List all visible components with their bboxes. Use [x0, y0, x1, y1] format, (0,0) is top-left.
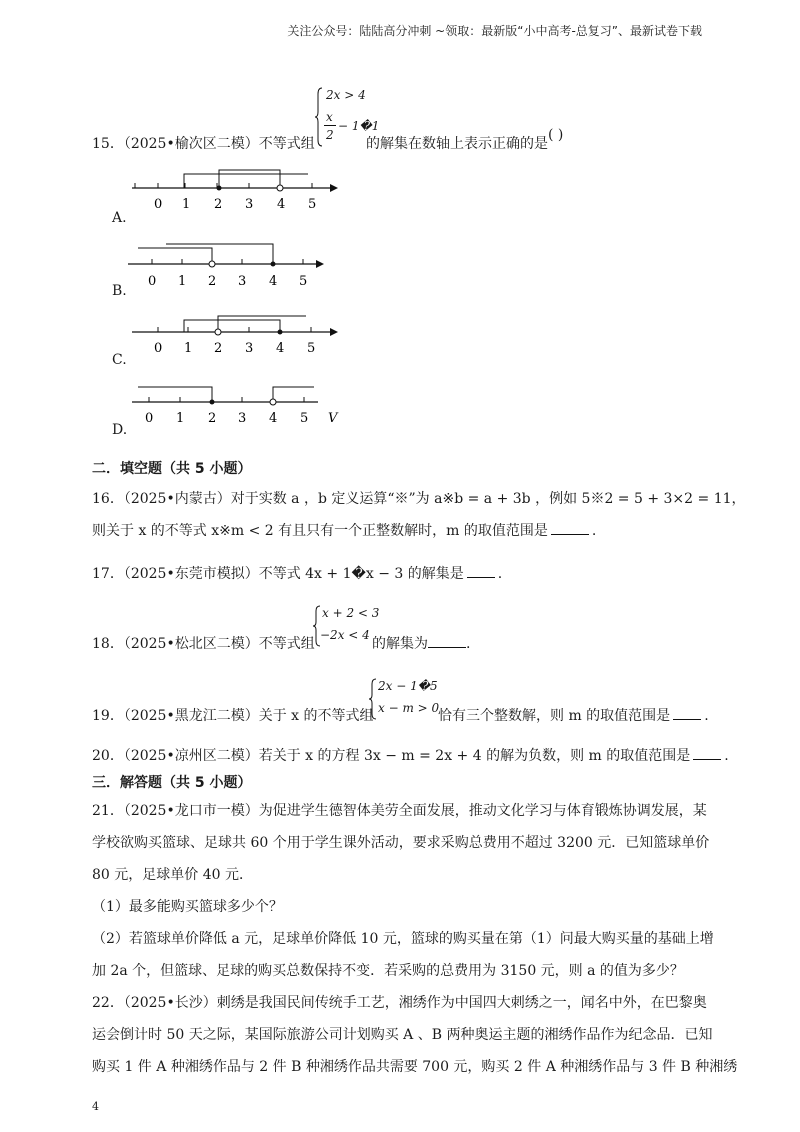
tick-3: 3 — [245, 341, 254, 356]
q18-suffix-text: 的解集为 — [372, 636, 428, 652]
page-header: 关注公众号：陆陆高分冲刺 ~领取：最新版“小中高考-总复习”、最新试卷下载 — [287, 24, 702, 38]
tick-4: 4 — [269, 274, 278, 289]
question-22-line2: 运会倒计时 50 天之际，某国际旅游公司计划购买 A 、B 两种奥运主题的湘绣作品作为纪念品．已知 — [92, 1027, 713, 1043]
q17-text: 17．（2025•东莞市模拟）不等式 4x + 1�x − 3 的解集是 — [92, 566, 464, 582]
q17-period: . — [497, 566, 503, 582]
section-3-title: 三．解答题（共 5 小题） — [92, 775, 252, 791]
number-line-b — [128, 242, 338, 292]
tick-5: 5 — [300, 411, 309, 426]
q18-period: . — [466, 636, 471, 652]
answer-paren: ( ) — [548, 127, 564, 143]
tick-2: 2 — [214, 341, 223, 356]
q18-sys-line2: −2x < 4 — [320, 628, 370, 642]
tick-3: 3 — [238, 274, 247, 289]
tick-1: 1 — [178, 274, 187, 289]
question-15-prefix: 15．（2025•榆次区二模）不等式组 — [92, 136, 315, 152]
tick-1: 1 — [182, 197, 191, 212]
q15-frac-den: 2 — [326, 128, 334, 142]
q19-suffix-text: 恰有三个整数解，则 m 的取值范围是 — [438, 708, 671, 724]
tick-2: 2 — [208, 411, 217, 426]
tick-5: 5 — [308, 197, 317, 212]
q15-inequality-system — [314, 86, 380, 150]
option-c-label: C. — [112, 352, 127, 368]
tick-0: 0 — [145, 411, 154, 426]
question-20 — [92, 745, 729, 765]
q19-inequality-system — [368, 677, 438, 723]
question-17 — [92, 563, 502, 583]
q15-frac-bar — [324, 125, 336, 126]
q20-text: 20．（2025•凉州区二模）若关于 x 的方程 3x − m = 2x + 4 的解为负数，则 m 的取值范围是 — [92, 748, 691, 764]
answer-blank[interactable] — [551, 522, 589, 535]
question-22-line1: 22．（2025•长沙）刺绣是我国民间传统手工艺，湘绣作为中国四大刺绣之一，闻名中外，在巴黎奥 — [92, 995, 707, 1011]
q15-sys-line2: − 1�1 — [338, 119, 380, 133]
tick-2: 2 — [208, 274, 217, 289]
answer-blank[interactable] — [467, 565, 495, 578]
tick-1: 1 — [176, 411, 185, 426]
number-line-d — [132, 384, 352, 432]
tick-4: 4 — [269, 411, 278, 426]
question-21-line1: 21．（2025•龙口市一模）为促进学生德智体美劳全面发展，推动文化学习与体育锻炼协调发展，某 — [92, 803, 707, 819]
option-d-label: D. — [112, 422, 128, 438]
answer-blank[interactable] — [693, 747, 721, 760]
section-2-title: 二．填空题（共 5 小题） — [92, 461, 252, 477]
tick-4: 4 — [276, 341, 285, 356]
question-18-suffix — [372, 633, 470, 653]
option-b-label: B. — [112, 283, 127, 299]
axis-label: V — [328, 411, 338, 426]
question-21-part2-line1: （2）若篮球单价降低 a 元，足球单价降低 10 元，篮球的购买量在第（1）问最大购买量的基础上增 — [92, 931, 714, 947]
answer-blank[interactable] — [428, 635, 466, 648]
tick-3: 3 — [245, 197, 254, 212]
tick-0: 0 — [154, 197, 163, 212]
q16-line2-text: 则关于 x 的不等式 x※m < 2 有且只有一个正整数解时，m 的取值范围是 — [92, 523, 548, 539]
question-16-line2 — [92, 520, 596, 540]
number-line-a — [132, 168, 342, 218]
question-21-part2-line2: 加 2a 个，但篮球、足球的购买总数保持不变．若采购的总费用为 3150 元，则 a 的值为多少？ — [92, 963, 684, 979]
q20-period: . — [724, 748, 729, 764]
q19-period: . — [704, 708, 709, 724]
number-line-c — [132, 314, 342, 364]
option-a-label: A. — [112, 210, 127, 226]
question-18-prefix: 18．（2025•松北区二模）不等式组 — [92, 636, 315, 652]
tick-5: 5 — [307, 341, 316, 356]
q15-frac-num: x — [326, 110, 333, 124]
brace-icon — [368, 677, 378, 721]
question-22-line3: 购买 1 件 A 种湘绣作品与 2 件 B 种湘绣作品共需要 700 元，购买 2 件 A 种湘绣作品与 3 件 B 种湘绣 — [92, 1059, 738, 1075]
tick-0: 0 — [154, 341, 163, 356]
tick-0: 0 — [148, 274, 157, 289]
tick-3: 3 — [238, 411, 247, 426]
q18-sys-line1: x + 2 < 3 — [322, 606, 380, 620]
question-16-line1: 16．（2025•内蒙古）对于实数 a ，b 定义运算“※”为 a※b = a + 3b ，例如 5※2 = 5 + 3×2 = 11， — [92, 491, 746, 507]
tick-2: 2 — [214, 197, 223, 212]
page-number: 4 — [92, 1100, 99, 1113]
question-21-part1: （1）最多能购买篮球多少个？ — [92, 899, 283, 915]
tick-4: 4 — [277, 197, 286, 212]
question-21-line2: 学校欲购买篮球、足球共 60 个用于学生课外活动，要求采购总费用不超过 3200 元．已知篮球单价 — [92, 835, 710, 851]
q19-sys-line1: 2x − 1�5 — [378, 679, 438, 693]
brace-icon — [314, 86, 324, 148]
answer-blank[interactable] — [673, 707, 701, 720]
tick-5: 5 — [299, 274, 308, 289]
question-21-line3: 80 元，足球单价 40 元． — [92, 867, 253, 883]
question-19-prefix: 19．（2025•黑龙江二模）关于 x 的不等式组 — [92, 708, 374, 724]
q19-sys-line2: x − m > 0 — [378, 701, 440, 715]
q16-period: . — [591, 523, 597, 539]
q15-sys-line1: 2x > 4 — [326, 88, 366, 102]
tick-1: 1 — [184, 341, 193, 356]
question-19-suffix — [438, 705, 709, 725]
question-15-suffix: 的解集在数轴上表示正确的是 — [366, 136, 548, 152]
